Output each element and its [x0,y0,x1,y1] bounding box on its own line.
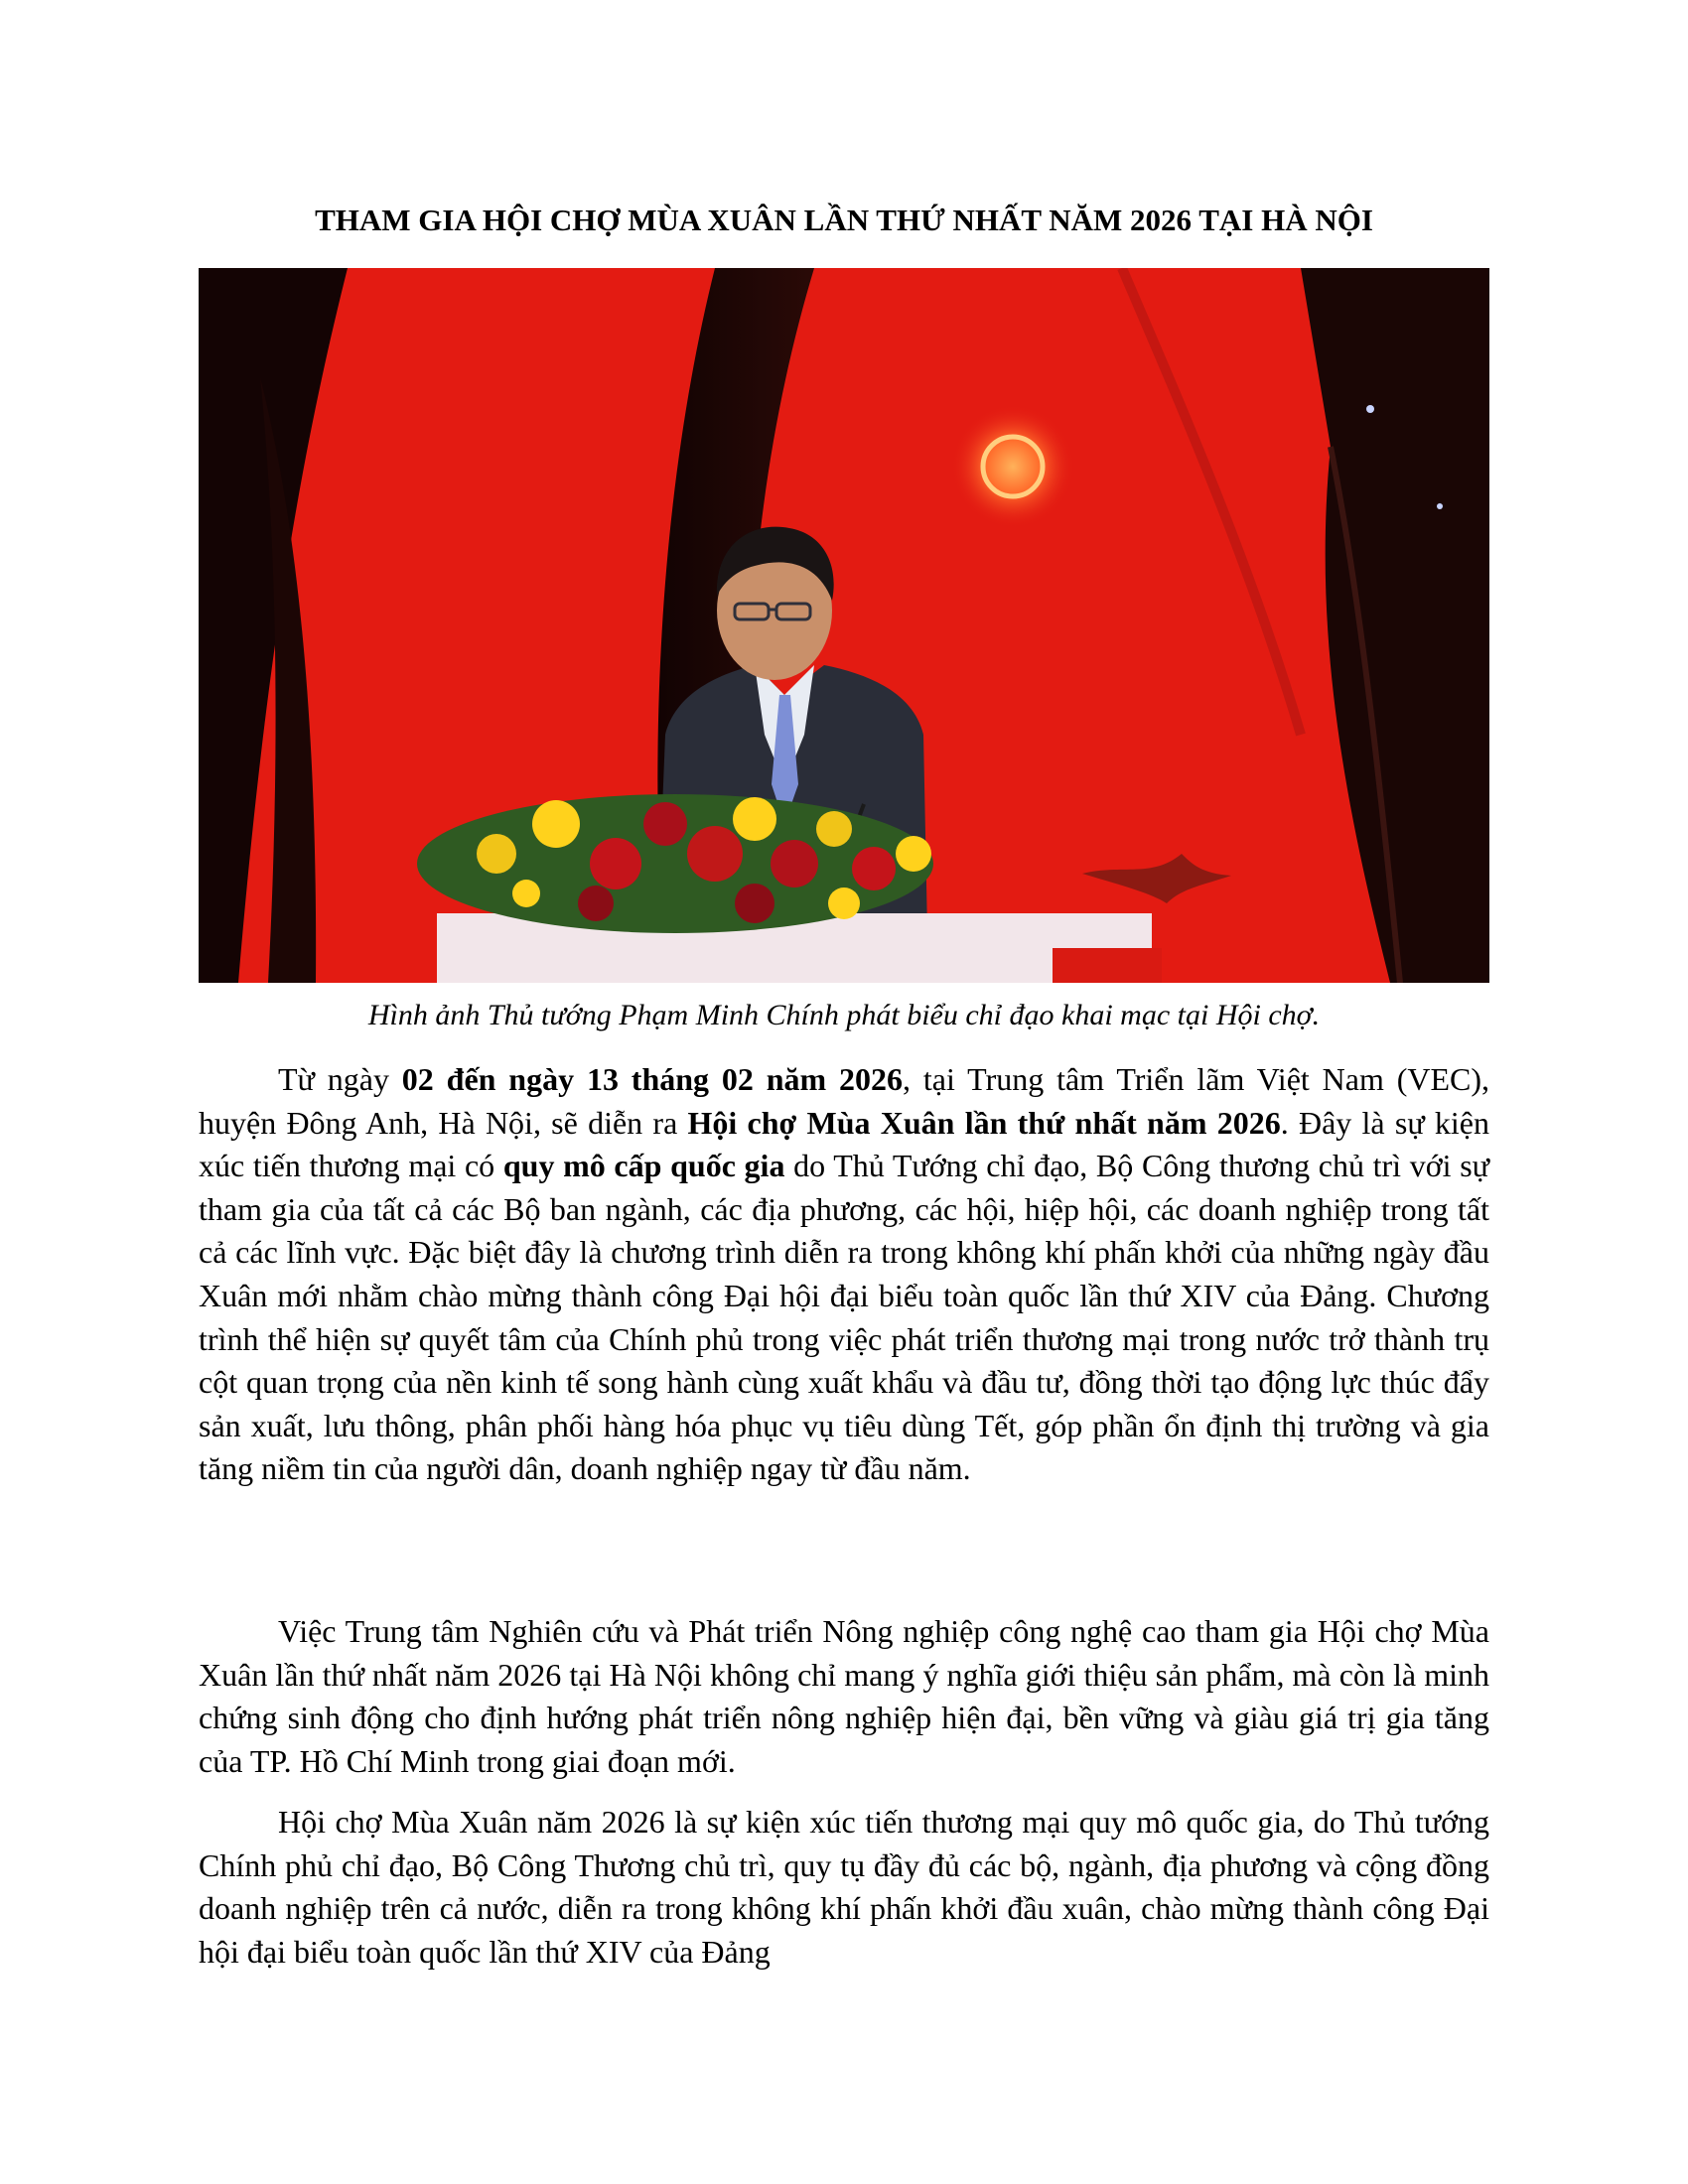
paragraph-3: Hội chợ Mùa Xuân năm 2026 là sự kiện xúc tiến thương mại quy mô quốc gia, do Thủ tướng Chính phủ chỉ đạo, Bộ Công Thương chủ trì, quy tụ đầy đủ các bộ, ngành, địa phương và cộng đồng doanh nghiệp trên cả nước, diễn ra trong không khí phấn khởi đầu xuân, chào mừng thành công Đại hội đại biểu toàn quốc lần thứ XIV của Đảng [199,1804,1489,1970]
photo-caption: Hình ảnh Thủ tướng Phạm Minh Chính phát biểu chỉ đạo khai mạc tại Hội chợ. [367,999,1321,1031]
paragraph-1-text-1: Từ ngày [278,1061,402,1097]
paragraph-2: Việc Trung tâm Nghiên cứu và Phát triển Nông nghiệp công nghệ cao tham gia Hội chợ Mùa Xuân lần thứ nhất năm 2026 tại Hà Nội không chỉ mang ý nghĩa giới thiệu sản phẩm, mà còn là minh chứng sinh động cho định hướng phát triển nông nghiệp hiện đại, bền vững và giàu giá trị gia tăng của TP. Hồ Chí Minh trong giai đoạn mới. [199,1613,1489,1779]
paragraph-1-bold-scale: quy mô cấp quốc gia [502,1148,785,1184]
document-title: THAM GIA HỘI CHỢ MÙA XUÂN LẦN THỨ NHẤT NĂM 2026 TẠI HÀ NỘI [315,203,1373,237]
paragraph-1-text-3: . Đây là sự kiện xúc tiến thương mại có [199,1104,1490,1184]
paragraph-1-text-2: , tại Trung tâm Triển lãm Việt Nam (VEC), huyện Đông Anh, Hà Nội, sẽ diễn ra [199,1061,1490,1141]
paragraph-1 [199,1058,1489,1491]
paragraph-1-bold-event: Hội chợ Mùa Xuân lần thứ nhất năm 2026 [687,1104,1281,1141]
paragraph-1-bold-date: 02 đến ngày 13 tháng 02 năm 2026 [401,1061,904,1097]
speaker-at-podium-illustration [199,268,1489,983]
paragraph-1-text-4: do Thủ Tướng chỉ đạo, Bộ Công thương chủ trì với sự tham gia của tất cả các Bộ ban ngành, các địa phương, các hội, hiệp hội, các doanh nghiệp trong tất cả các lĩnh vực. Đặc biệt đây là chương trình diễn ra trong không khí phấn khởi của những ngày đầu Xuân mới nhằm chào mừng thành công Đại hội đại biểu toàn quốc lần thứ XIV của Đảng. Chương trình thể hiện sự quyết tâm của Chính phủ trong việc phát triển thương mại trong nước trở thành trụ cột quan trọng của nền kinh tế song hành cùng xuất khẩu và đầu tư, đồng thời tạo động lực thúc đẩy sản xuất, lưu thông, phân phối hàng hóa phục vụ tiêu dùng Tết, góp phần ổn định thị trường và gia tăng niềm tin của người dân, doanh nghiệp ngay từ đầu năm. [199,1148,1490,1487]
event-photo [199,268,1489,983]
